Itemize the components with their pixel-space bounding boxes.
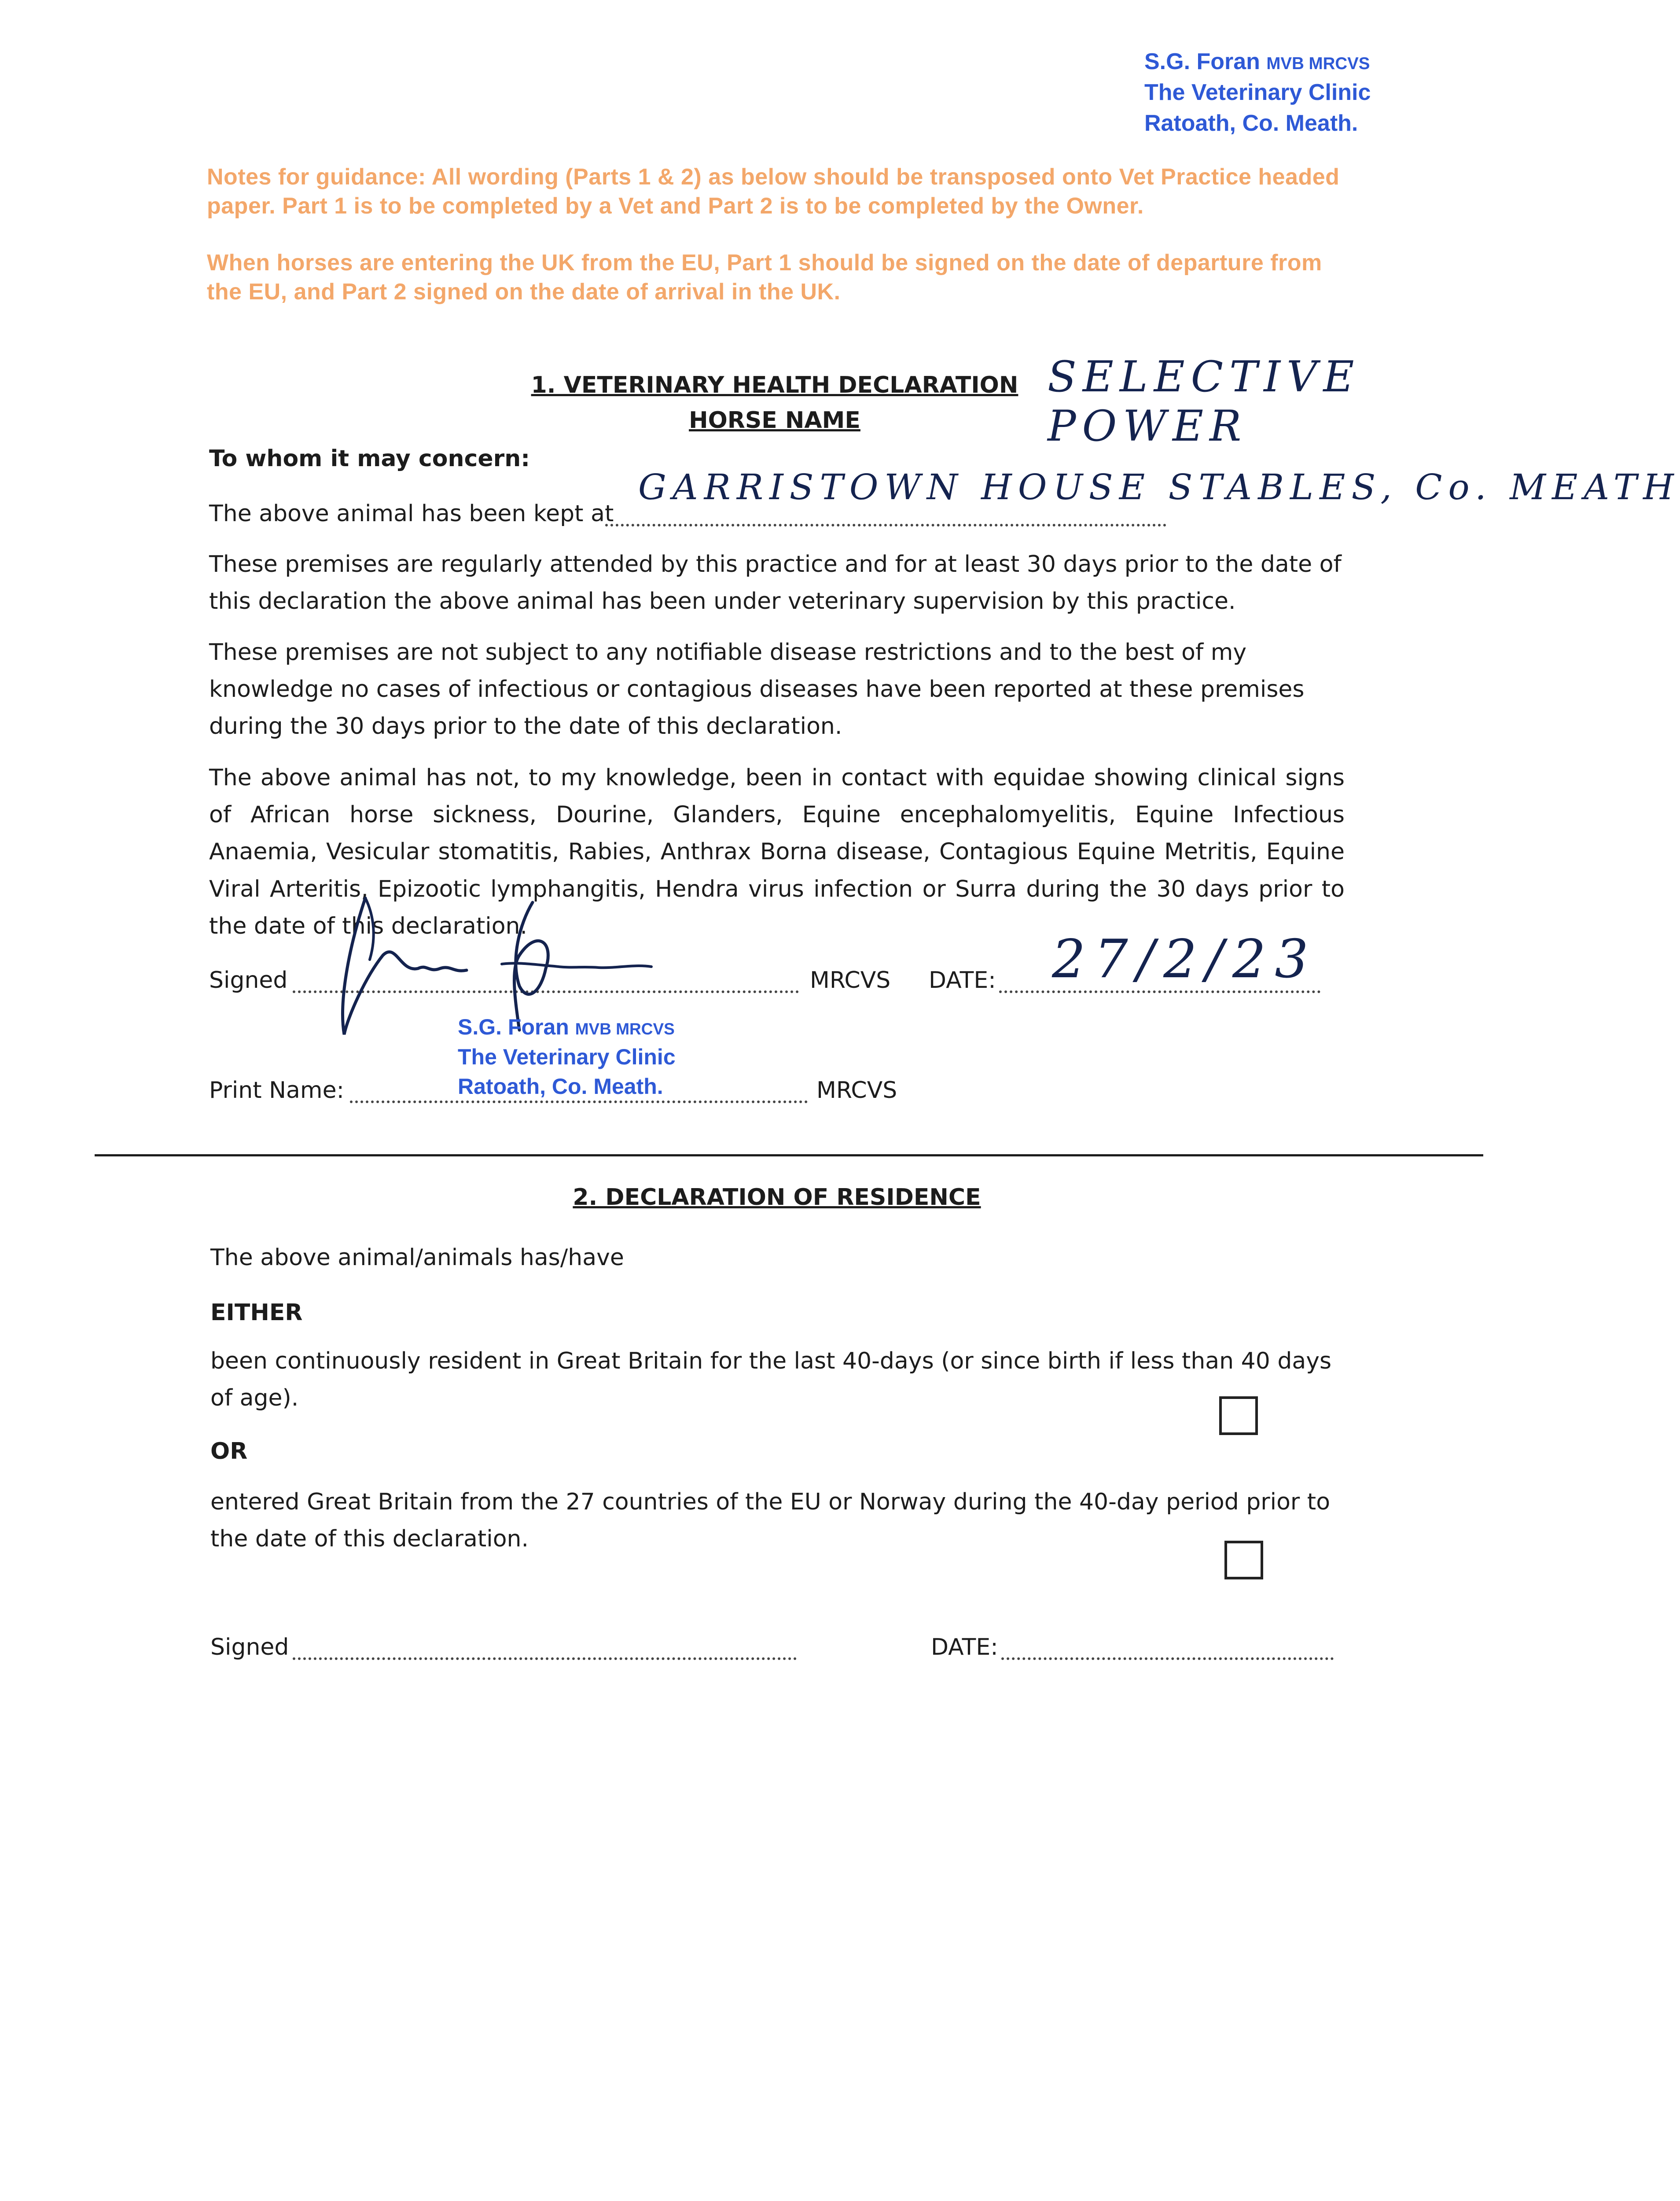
part1-title: 1. VETERINARY HEALTH DECLARATION [531, 372, 1018, 398]
print-name-label: Print Name: [209, 1077, 345, 1104]
either-label: EITHER [210, 1299, 303, 1326]
section-divider [95, 1154, 1483, 1156]
owner-signed-label: Signed [210, 1634, 289, 1660]
residence-option-2: entered Great Britain from the 27 countries of the EU or Norway during the 40-day period prior to the date of this declaration. [210, 1489, 1331, 1553]
owner-date-line[interactable] [1001, 1657, 1334, 1660]
date-value[interactable]: 27/2/23 [1052, 929, 1317, 990]
residence-option-2-checkbox[interactable] [1224, 1541, 1263, 1579]
stamp-vet-name: S.G. Foran [1144, 49, 1260, 74]
residence-option-1-checkbox[interactable] [1219, 1396, 1258, 1435]
signed-label: Signed [209, 967, 288, 994]
owner-signature-line[interactable] [293, 1657, 797, 1660]
kept-at-label: The above animal has been kept at [209, 501, 614, 527]
premises-paragraph: These premises are not subject to any notifiable disease restrictions and to the best of my knowledge no cases of infectious or contagious diseases have been reported at these premises during the 30 days prior to the date of this declaration. [209, 639, 1305, 740]
practice-stamp-signature [458, 1012, 676, 1102]
residence-option-1: been continuously resident in Great Britain for the last 40-days (or since birth if less than 40 days of age). [210, 1348, 1332, 1412]
supervision-paragraph: These premises are regularly attended by this practice and for at least 30 days prior to the date of this declaration the above animal has been under veterinary supervision by this practice. [209, 551, 1342, 615]
kept-at-value[interactable]: GARRISTOWN HOUSE STABLES, Co. MEATH [638, 467, 1680, 508]
stamp-clinic-address: Ratoath, Co. Meath. [1144, 110, 1358, 136]
print-name-line [350, 1100, 808, 1103]
part2-title: 2. DECLARATION OF RESIDENCE [573, 1184, 981, 1211]
stamp-clinic-name: The Veterinary Clinic [1144, 80, 1371, 106]
owner-date-label: DATE: [931, 1634, 998, 1660]
print-name-mrcvs-label: MRCVS [816, 1077, 897, 1104]
horse-name-value[interactable]: SELECTIVE POWER [1048, 352, 1360, 451]
residence-intro: The above animal/animals has/have [210, 1244, 624, 1271]
salutation: To whom it may concern: [209, 445, 530, 472]
practice-stamp-top [1144, 46, 1371, 139]
kept-at-line [605, 524, 1166, 526]
stamp-vet-quals: MVB MRCVS [1266, 54, 1370, 73]
or-label: OR [210, 1438, 248, 1465]
signature-stamp-quals: MVB MRCVS [575, 1020, 675, 1038]
date-line [999, 990, 1320, 993]
signature-stamp-clinic: The Veterinary Clinic [458, 1044, 676, 1069]
mrcvs-label: MRCVS [810, 967, 891, 994]
guidance-note: Notes for guidance: All wording (Parts 1 & 2) as below should be transposed onto Vet Practice headed paper. Part 1 is to be completed by a Vet and Part 2 is to be completed by the Owner. [207, 164, 1340, 219]
signature-stamp-address: Ratoath, Co. Meath. [458, 1074, 663, 1099]
entry-note: When horses are entering the UK from the EU, Part 1 should be signed on the date of departure from the EU, and Part 2 signed on the date of arrival in the UK. [207, 250, 1322, 305]
contact-paragraph: The above animal has not, to my knowledge, been in contact with equidae showing clinical signs of African horse sickness, Dourine, Glanders, Equine encephalomyelitis, Equine Infectious Anaemia, Vesicular stomatitis, Rabies, Anthrax Borna disease, Contagious Equine Metritis, Equine Viral Arteritis, Epizootic lymphangitis, Hendra virus infection or Surra during the 30 days prior to the date of this declaration. [209, 765, 1345, 939]
date-label: DATE: [929, 967, 996, 994]
horse-name-label: HORSE NAME [689, 407, 860, 434]
signature-stamp-vet-name: S.G. Foran [458, 1015, 569, 1039]
